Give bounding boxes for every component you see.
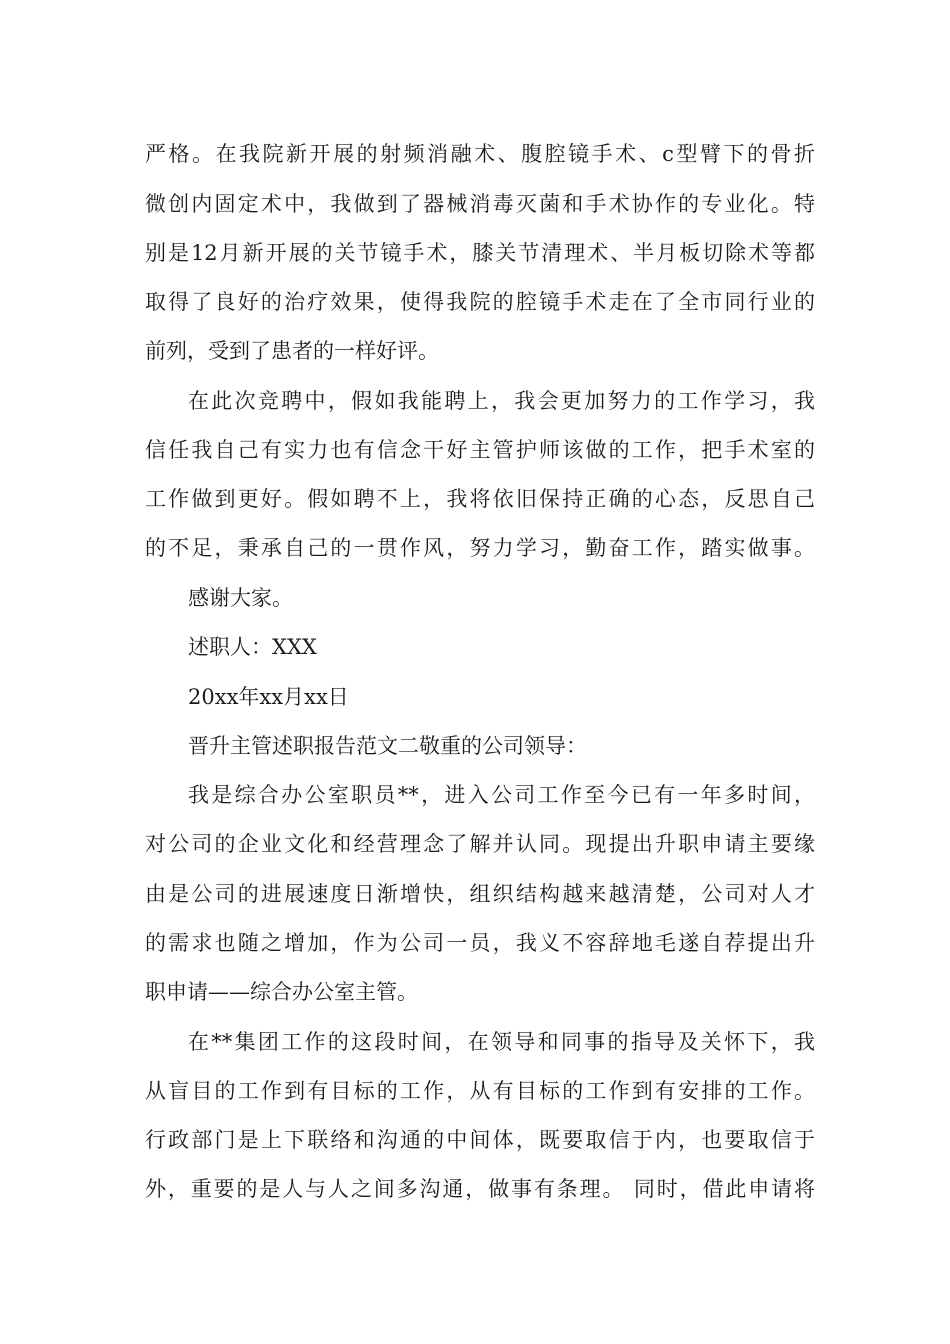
paragraph-line: 的需求也随之增加，作为公司一员，我义不容辞地毛遂自荐提出升 [145, 931, 815, 955]
paragraph-line: 行政部门是上下联络和沟通的中间体，既要取信于内，也要取信于 [145, 1128, 815, 1152]
paragraph-line: 取得了良好的治疗效果，使得我院的腔镜手术走在了全市同行业的 [145, 290, 815, 314]
paragraph-line: 在此次竞聘中，假如我能聘上，我会更加努力的工作学习，我 [188, 389, 815, 413]
paragraph-line: 的不足，秉承自己的一贯作风，努力学习，勤奋工作，踏实做事。 [145, 536, 815, 560]
paragraph-line: 别是12月新开展的关节镜手术，膝关节清理术、半月板切除术等都 [145, 241, 815, 265]
paragraph-line: 在**集团工作的这段时间，在领导和同事的指导及关怀下，我 [188, 1030, 815, 1054]
paragraph-line: 外，重要的是人与人之间多沟通，做事有条理。 同时，借此申请将 [145, 1177, 815, 1201]
paragraph-line: 由是公司的进展速度日渐增快，组织结构越来越清楚，公司对人才 [145, 882, 815, 906]
signature-line: 述职人：XXX [188, 635, 317, 659]
paragraph-line: 工作做到更好。假如聘不上，我将依旧保持正确的心态，反思自己 [145, 487, 815, 511]
paragraph-line: 从盲目的工作到有目标的工作，从有目标的工作到有安排的工作。 [145, 1079, 815, 1103]
paragraph-line: 信任我自己有实力也有信念干好主管护师该做的工作，把手术室的 [145, 438, 815, 462]
closing-thanks: 感谢大家。 [188, 586, 293, 610]
paragraph-line: 严格。在我院新开展的射频消融术、腹腔镜手术、c型臂下的骨折 [145, 142, 815, 166]
paragraph-line: 对公司的企业文化和经营理念了解并认同。现提出升职申请主要缘 [145, 832, 815, 856]
section-heading: 晋升主管述职报告范文二敬重的公司领导： [188, 734, 587, 758]
date-line: 20xx年xx月xx日 [188, 685, 349, 709]
paragraph-line: 职申请——综合办公室主管。 [145, 980, 418, 1004]
paragraph-line: 前列，受到了患者的一样好评。 [145, 339, 439, 363]
paragraph-line: 我是综合办公室职员**，进入公司工作至今已有一年多时间， [188, 783, 815, 807]
paragraph-line: 微创内固定术中，我做到了器械消毒灭菌和手术协作的专业化。特 [145, 192, 815, 216]
